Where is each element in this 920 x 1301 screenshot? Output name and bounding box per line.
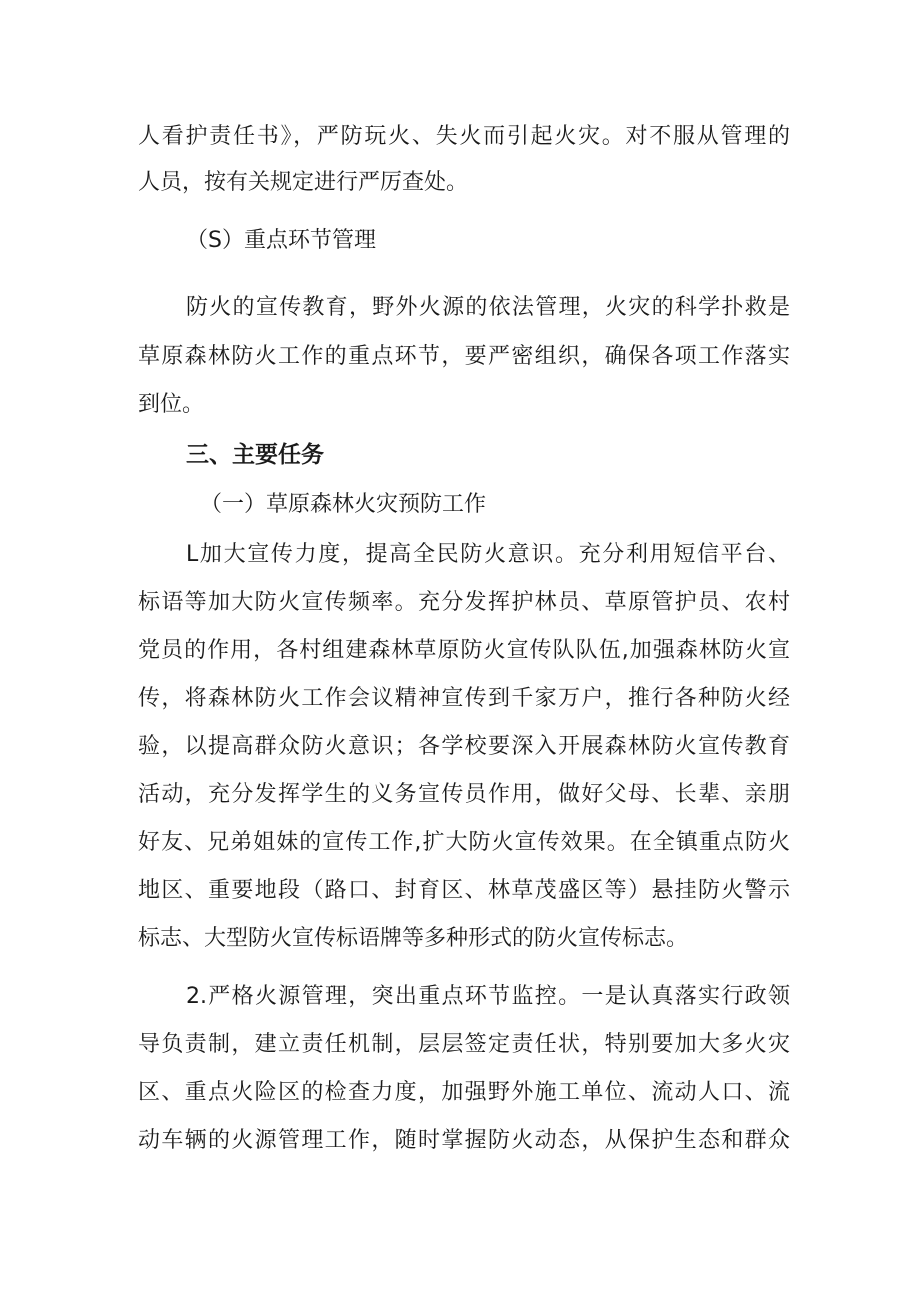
text-line: 草原森林防火工作的重点环节，要严密组织，确保各项工作落实 [138, 344, 790, 369]
text-line: 传，将森林防火工作会议精神宣传到千家万户，推行各种防火经 [138, 686, 790, 711]
text-line: 到位。 [138, 392, 205, 417]
text-line: 验，以提高群众防火意识；各学校要深入开展森林防火宣传教育 [138, 734, 790, 759]
text-line: 党员的作用，各村组建森林草原防火宣传队队伍,加强森林防火宣 [138, 638, 790, 663]
text-line: 人看护责任书》，严防玩火、失火而引起火灾。对不服从管理的 [138, 124, 790, 149]
section-heading: 三、主要任务 [186, 442, 324, 468]
text-line: 防火的宣传教育，野外火源的依法管理，火灾的科学扑救是 [186, 295, 790, 320]
text-line: 地区、重要地段（路口、封育区、林草茂盛区等）悬挂防火警示 [138, 878, 790, 903]
text-line: 人员，按有关规定进行严厉查处。 [138, 170, 469, 195]
text-line: L加大宣传力度，提高全民防火意识。充分利用短信平台、 [186, 542, 790, 567]
sub-heading: （一）草原森林火灾预防工作 [200, 492, 487, 517]
text-line: 好友、兄弟姐妹的宣传工作,扩大防火宣传效果。在全镇重点防火 [138, 830, 790, 855]
text-line: 活动，充分发挥学生的义务宣传员作用，做好父母、长辈、亲朋 [138, 782, 790, 807]
sub-heading: （S）重点环节管理 [186, 228, 376, 253]
text-line: 2.严格火源管理，突出重点环节监控。一是认真落实行政领 [186, 984, 790, 1009]
text-line: 标语等加大防火宣传频率。充分发挥护林员、草原管护员、农村 [138, 590, 790, 615]
text-line: 区、重点火险区的检查力度，加强野外施工单位、流动人口、流 [138, 1080, 790, 1105]
text-line: 导负责制，建立责任机制，层层签定责任状，特别要加大多火灾 [138, 1032, 790, 1057]
text-line: 标志、大型防火宣传标语牌等多种形式的防火宣传标志。 [138, 926, 689, 951]
text-line: 动车辆的火源管理工作，随时掌握防火动态，从保护生态和群众 [138, 1128, 790, 1153]
